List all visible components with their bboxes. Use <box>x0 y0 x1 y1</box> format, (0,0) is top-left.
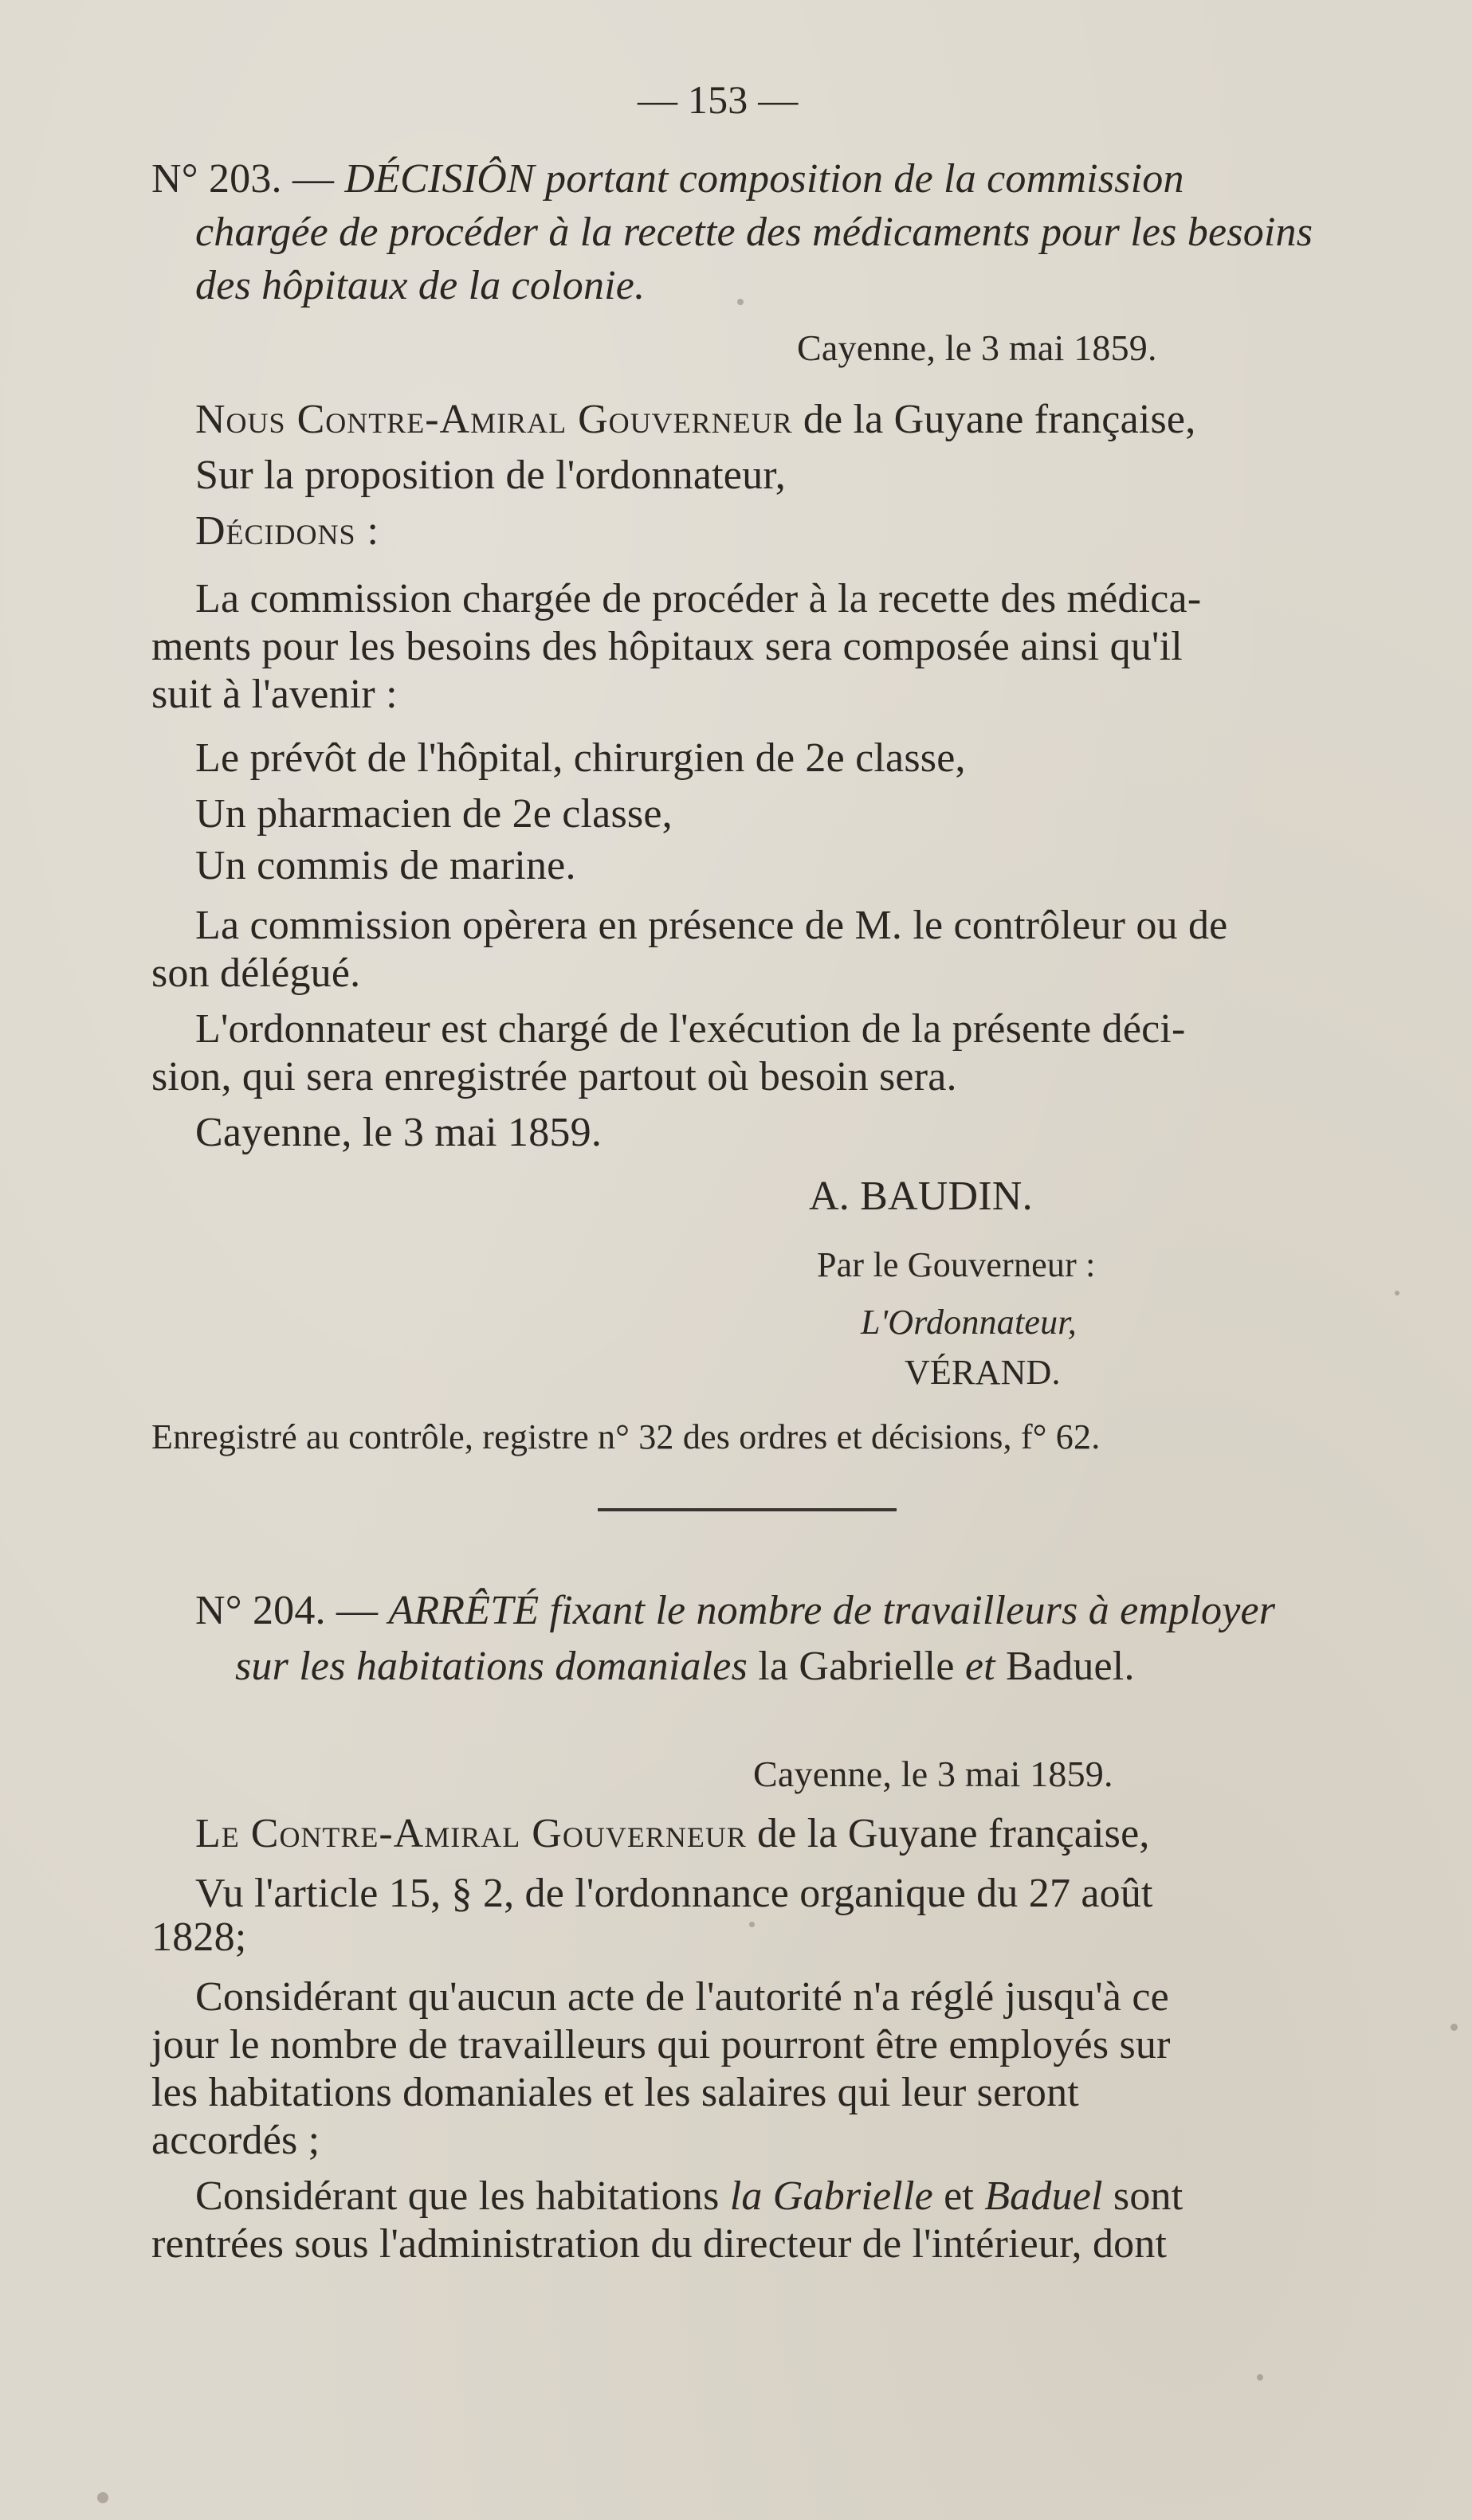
paper-speck <box>97 2492 108 2503</box>
decision-203-heading-line1 <box>151 155 1355 203</box>
paper-speck <box>1395 1291 1399 1295</box>
arrete-204-authority-title: Le Contre-Amiral Gouverneur <box>195 1811 747 1856</box>
arrete-204-vu-l2: 1828; <box>151 1914 247 1960</box>
arrete-204-cons1-l1: Considérant qu'aucun acte de l'autorité n'a réglé jusqu'à ce <box>195 1974 1169 2020</box>
decision-203-number: N° 203. — <box>151 156 335 202</box>
arrete-204-cons2-b: la Gabrielle <box>729 2173 933 2219</box>
arrete-204-title-part2c: et <box>964 1644 995 1689</box>
decision-203-authority-rest: de la Guyane française, <box>792 397 1196 442</box>
decision-203-body-p1-l3: suit à l'avenir : <box>151 672 398 717</box>
decision-203-heading-line3: des hôpitaux de la colonie. <box>195 263 646 308</box>
arrete-204-cons1-l4: accordés ; <box>151 2118 320 2163</box>
decision-203-proposal: Sur la proposition de l'ordonnateur, <box>195 453 786 498</box>
decision-203-body-p2-l2: son délégué. <box>151 950 361 996</box>
arrete-204-title-part1: ARRÊTÉ fixant le nombre de travailleurs à employer <box>388 1588 1276 1633</box>
decision-203-body-p1-l1: La commission chargée de procéder à la recette des médica- <box>195 576 1202 621</box>
paper-speck <box>1257 2374 1263 2381</box>
decision-203-closing-date: Cayenne, le 3 mai 1859. <box>195 1110 603 1155</box>
arrete-204-cons2-e: sont <box>1102 2173 1183 2219</box>
decision-203-by-governor: Par le Gouverneur : <box>817 1245 1096 1284</box>
arrete-204-vu-l1: Vu l'article 15, § 2, de l'ordonnance organique du 27 août <box>195 1871 1153 1916</box>
arrete-204-authority-rest: de la Guyane française, <box>746 1811 1150 1856</box>
decision-203-member-2: Un pharmacien de 2e classe, <box>195 791 673 837</box>
decision-203-member-3: Un commis de marine. <box>195 843 576 888</box>
paper-speck <box>1450 2024 1458 2031</box>
decision-203-ordonnateur: L'Ordonnateur, <box>861 1303 1077 1342</box>
section-divider <box>598 1508 897 1511</box>
arrete-204-heading-line2 <box>235 1643 1135 1691</box>
paper-speck <box>737 299 744 305</box>
arrete-204-cons2-l1 <box>195 2173 1183 2220</box>
paper-speck <box>749 1922 755 1927</box>
decision-203-heading-line2: chargée de procéder à la recette des médicaments pour les besoins <box>195 210 1313 255</box>
arrete-204-title-part2a: sur les habitations domaniales <box>235 1644 748 1689</box>
decision-203-member-1: Le prévôt de l'hôpital, chirurgien de 2e classe, <box>195 735 966 781</box>
arrete-204-heading-line1 <box>195 1587 1275 1635</box>
decision-203-decide: Décidons : <box>195 508 380 554</box>
decision-203-body-p3-l1: L'ordonnateur est chargé de l'exécution de la présente déci- <box>195 1006 1186 1052</box>
decision-203-body-p3-l2: sion, qui sera enregistrée partout où besoin sera. <box>151 1054 957 1099</box>
decision-203-title-part1: DÉCISIÔN portant composition de la commission <box>344 156 1184 202</box>
arrete-204-authority <box>195 1810 1150 1858</box>
arrete-204-cons2-d: Baduel <box>984 2173 1103 2219</box>
arrete-204-cons1-l2: jour le nombre de travailleurs qui pourront être employés sur <box>151 2022 1171 2067</box>
decision-203-signature: A. BAUDIN. <box>809 1174 1033 1219</box>
arrete-204-cons2-l2: rentrées sous l'administration du directeur de l'intérieur, dont <box>151 2221 1168 2267</box>
decision-203-body-p1-l2: ments pour les besoins des hôpitaux sera composée ainsi qu'il <box>151 624 1183 669</box>
decision-203-authority-title: Nous Contre-Amiral Gouverneur <box>195 397 793 442</box>
decision-203-authority <box>195 396 1195 444</box>
decision-203-place-date: Cayenne, le 3 mai 1859. <box>797 327 1157 368</box>
page-number: — 153 — <box>638 77 799 122</box>
arrete-204-title-part2d: Baduel. <box>995 1644 1135 1689</box>
arrete-204-cons2-c: et <box>932 2173 985 2219</box>
arrete-204-number: N° 204. — <box>195 1588 379 1633</box>
arrete-204-title-part2b: la Gabrielle <box>748 1644 965 1689</box>
decision-203-registration: Enregistré au contrôle, registre n° 32 des ordres et décisions, f° 62. <box>151 1417 1101 1456</box>
arrete-204-cons2-a: Considérant que les habitations <box>195 2173 730 2219</box>
decision-203-countersign: VÉRAND. <box>905 1353 1061 1392</box>
decision-203-body-p2-l1: La commission opèrera en présence de M. le contrôleur ou de <box>195 903 1228 948</box>
arrete-204-cons1-l3: les habitations domaniales et les salaires qui leur seront <box>151 2070 1079 2115</box>
arrete-204-place-date: Cayenne, le 3 mai 1859. <box>753 1754 1113 1794</box>
